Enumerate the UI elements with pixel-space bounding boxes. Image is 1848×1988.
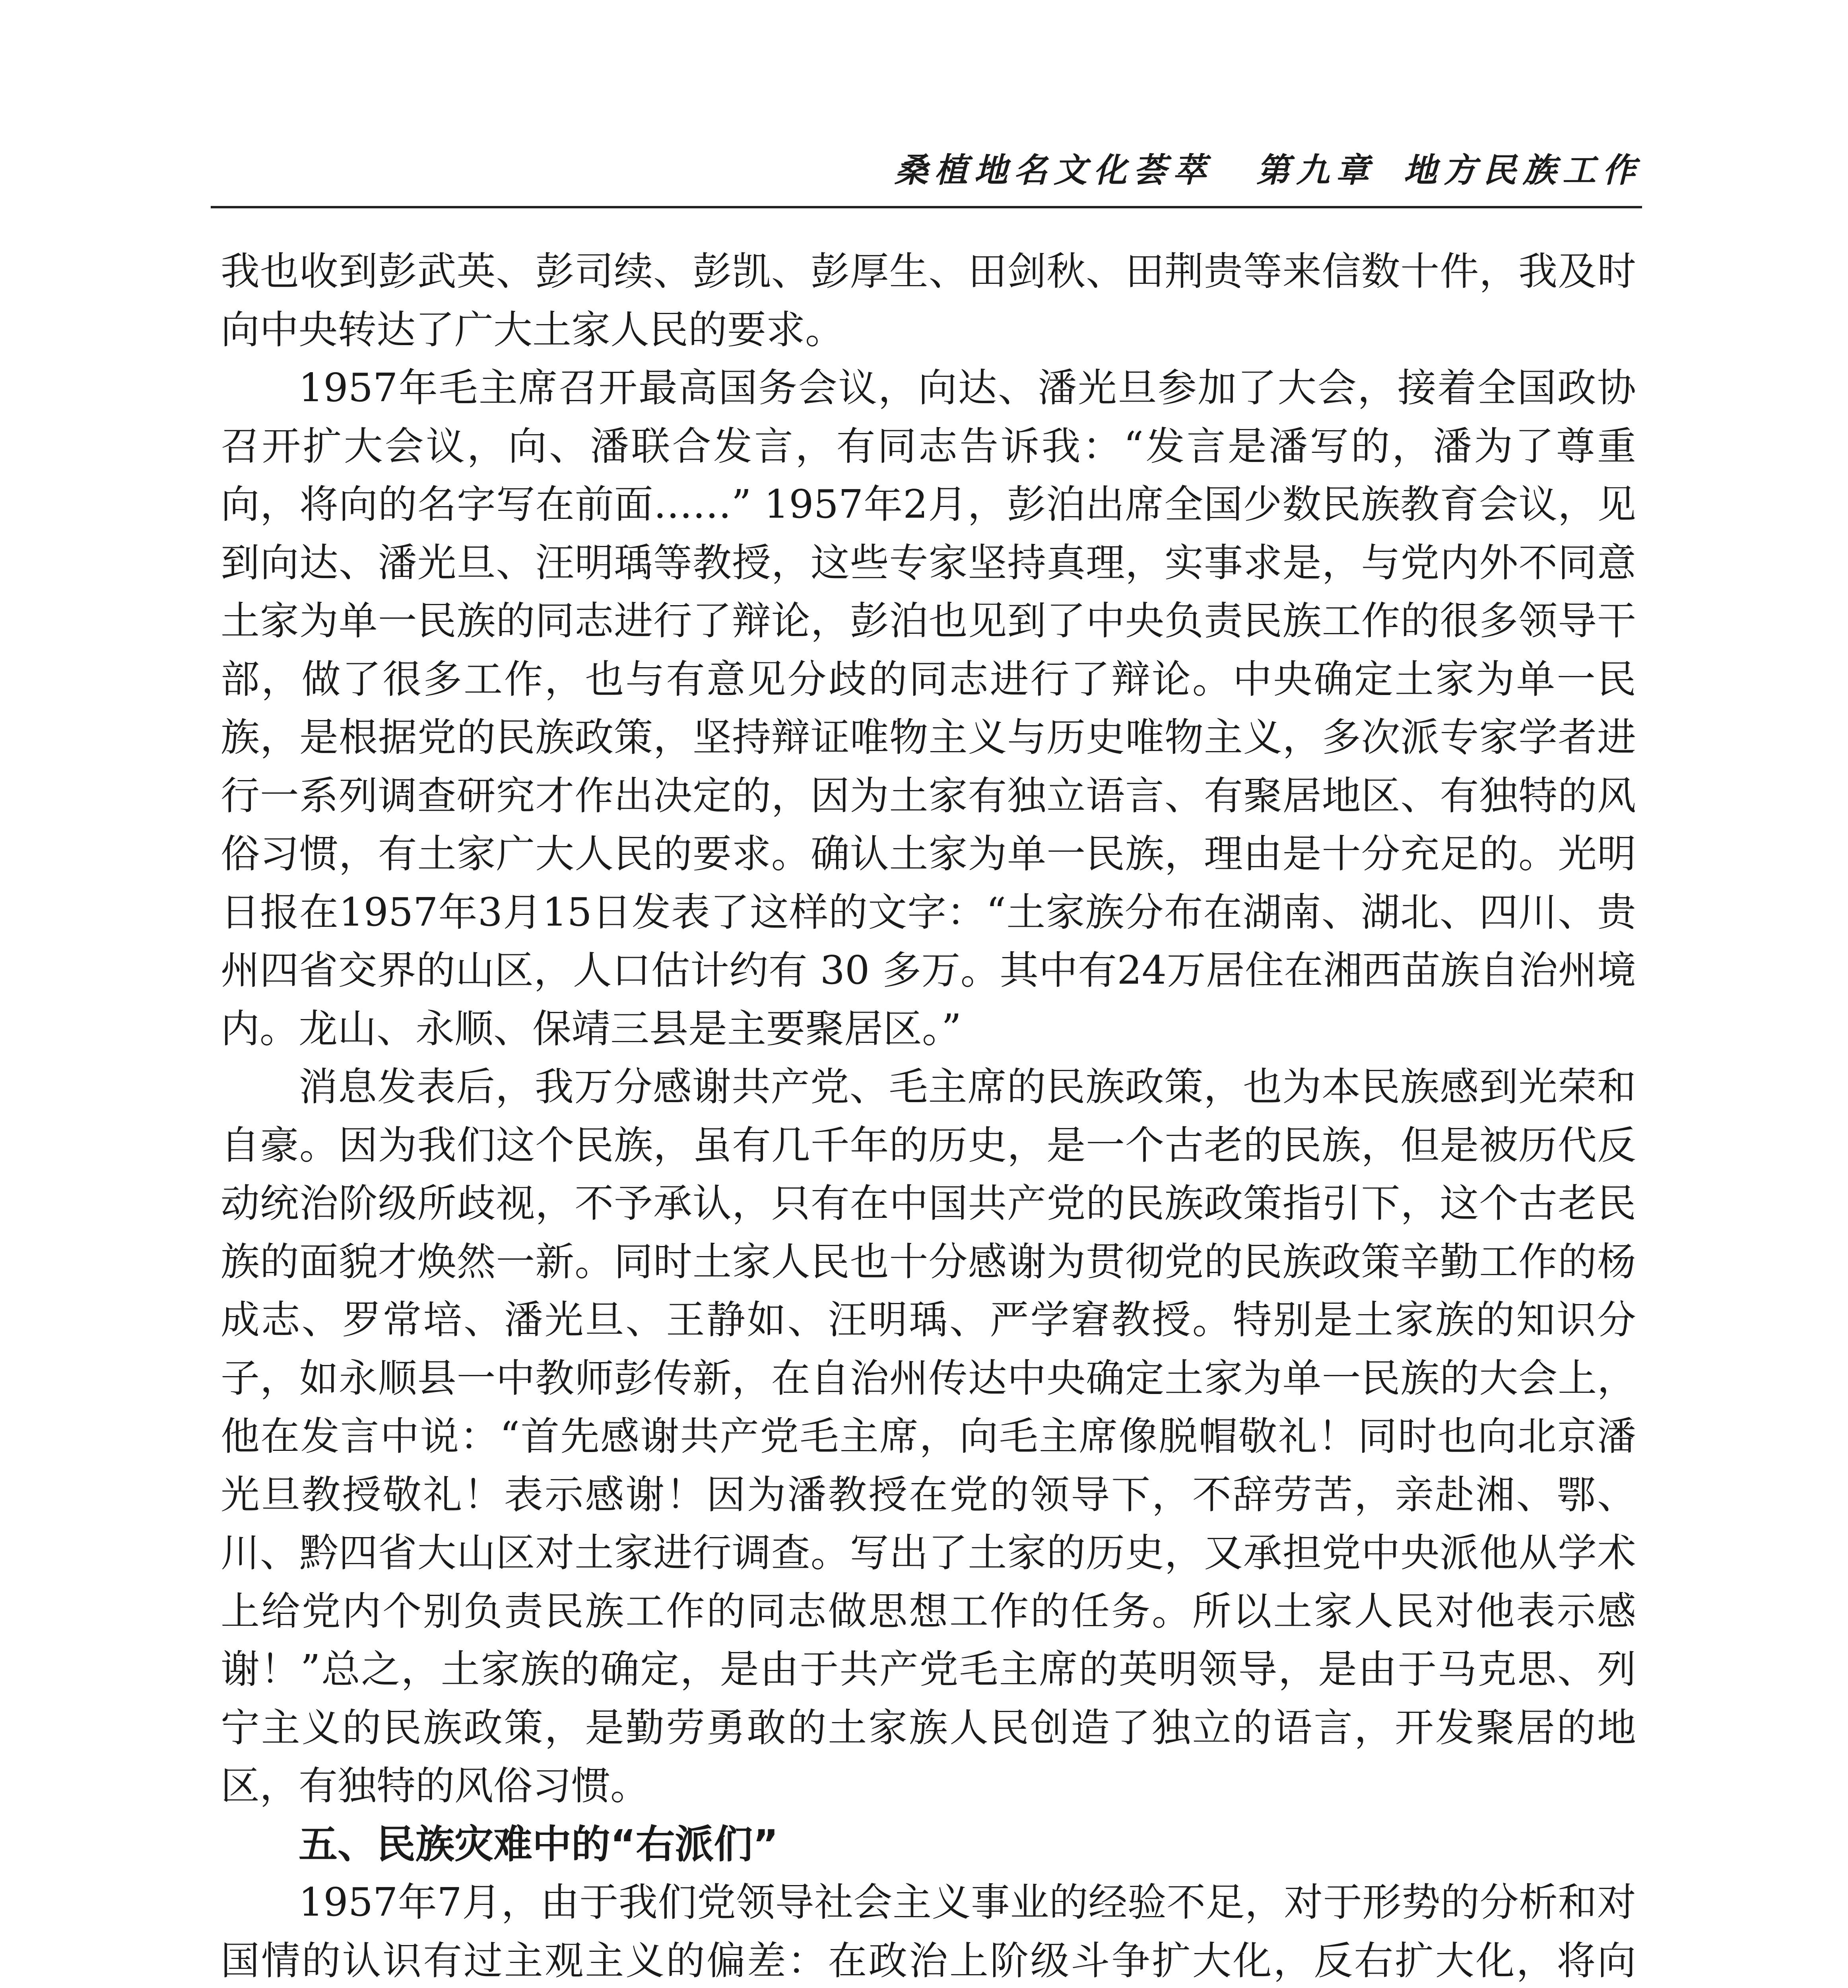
running-header (211, 148, 1642, 208)
header-rule (211, 206, 1642, 208)
paragraph-continued: 我也收到彭武英、彭司续、彭凯、彭厚生、田剑秋、田荆贵等来信数十件，我及时向中央转达了广大土家人民的要求。 (221, 249, 1636, 353)
header-book-title: 桑植地名文化荟萃 (894, 150, 1213, 190)
paragraph: 1957年毛主席召开最高国务会议，向达、潘光旦参加了大会，接着全国政协召开扩大会议，向、潘联合发言，有同志告诉我：“发言是潘写的，潘为了尊重向，将向的名字写在前面……” 1957年2月，彭泊出席全国少数民族教育会议，见到向达、潘光旦、汪明瑀等教授，这些专家坚持真理，实事求是，与党内外不同意土家为单一民族的同志进行了辩论，彭泊也见到了中央负责民族工作的很多领导干部，做了很多工作，也与有意见分歧的同志进行了辩论。中央确定土家为单一民族，是根据党的民族政策，坚持辩证唯物主义与历史唯物主义，多次派专家学者进行一系列调查研究才作出决定的，因为土家有独立语言、有聚居地区、有独特的风俗习惯，有土家广大人民的要求。确认土家为单一民族，理由是十分充足的。光明日报在1957年3月15日发表了这样的文字：“土家族分布在湖南、湖北、四川、贵州四省交界的山区，人口估计约有 30 多万。其中有24万居住在湘西苗族自治州境内。龙山、永顺、保靖三县是主要聚居区。” (221, 365, 1636, 1052)
body-text (221, 243, 1636, 1988)
paragraph: 消息发表后，我万分感谢共产党、毛主席的民族政策，也为本民族感到光荣和自豪。因为我们这个民族，虽有几千年的历史，是一个古老的民族，但是被历代反动统治阶级所歧视，不予承认，只有在中国共产党的民族政策指引下，这个古老民族的面貌才焕然一新。同时土家人民也十分感谢为贯彻党的民族政策辛勤工作的杨成志、罗常培、潘光旦、王静如、汪明瑀、严学窘教授。特别是土家族的知识分子，如永顺县一中教师彭传新，在自治州传达中央确定土家为单一民族的大会上，他在发言中说：“首先感谢共产党毛主席，向毛主席像脱帽敬礼！同时也向北京潘光旦教授敬礼！表示感谢！因为潘教授在党的领导下，不辞劳苦，亲赴湘、鄂、川、黔四省大山区对土家进行调查。写出了土家的历史，又承担党中央派他从学术上给党内个别负责民族工作的同志做思想工作的任务。所以土家人民对他表示感谢！”总之，土家族的确定，是由于共产党毛主席的英明领导，是由于马克思、列宁主义的民族政策，是勤劳勇敢的土家族人民创造了独立的语言，开发聚居的地区，有独特的风俗习惯。 (221, 1064, 1636, 1809)
header-chapter: 第九章 (1256, 150, 1376, 190)
header-section: 地方民族工作 (1403, 150, 1642, 190)
paragraph: 1957年7月，由于我们党领导社会主义事业的经验不足，对于形势的分析和对国情的认识有过主观主义的偏差：在政治上阶级斗争扩大化，反右扩大化，将向 (221, 1880, 1636, 1984)
section-heading: 五、民族灾难中的“右派们” (299, 1821, 778, 1867)
